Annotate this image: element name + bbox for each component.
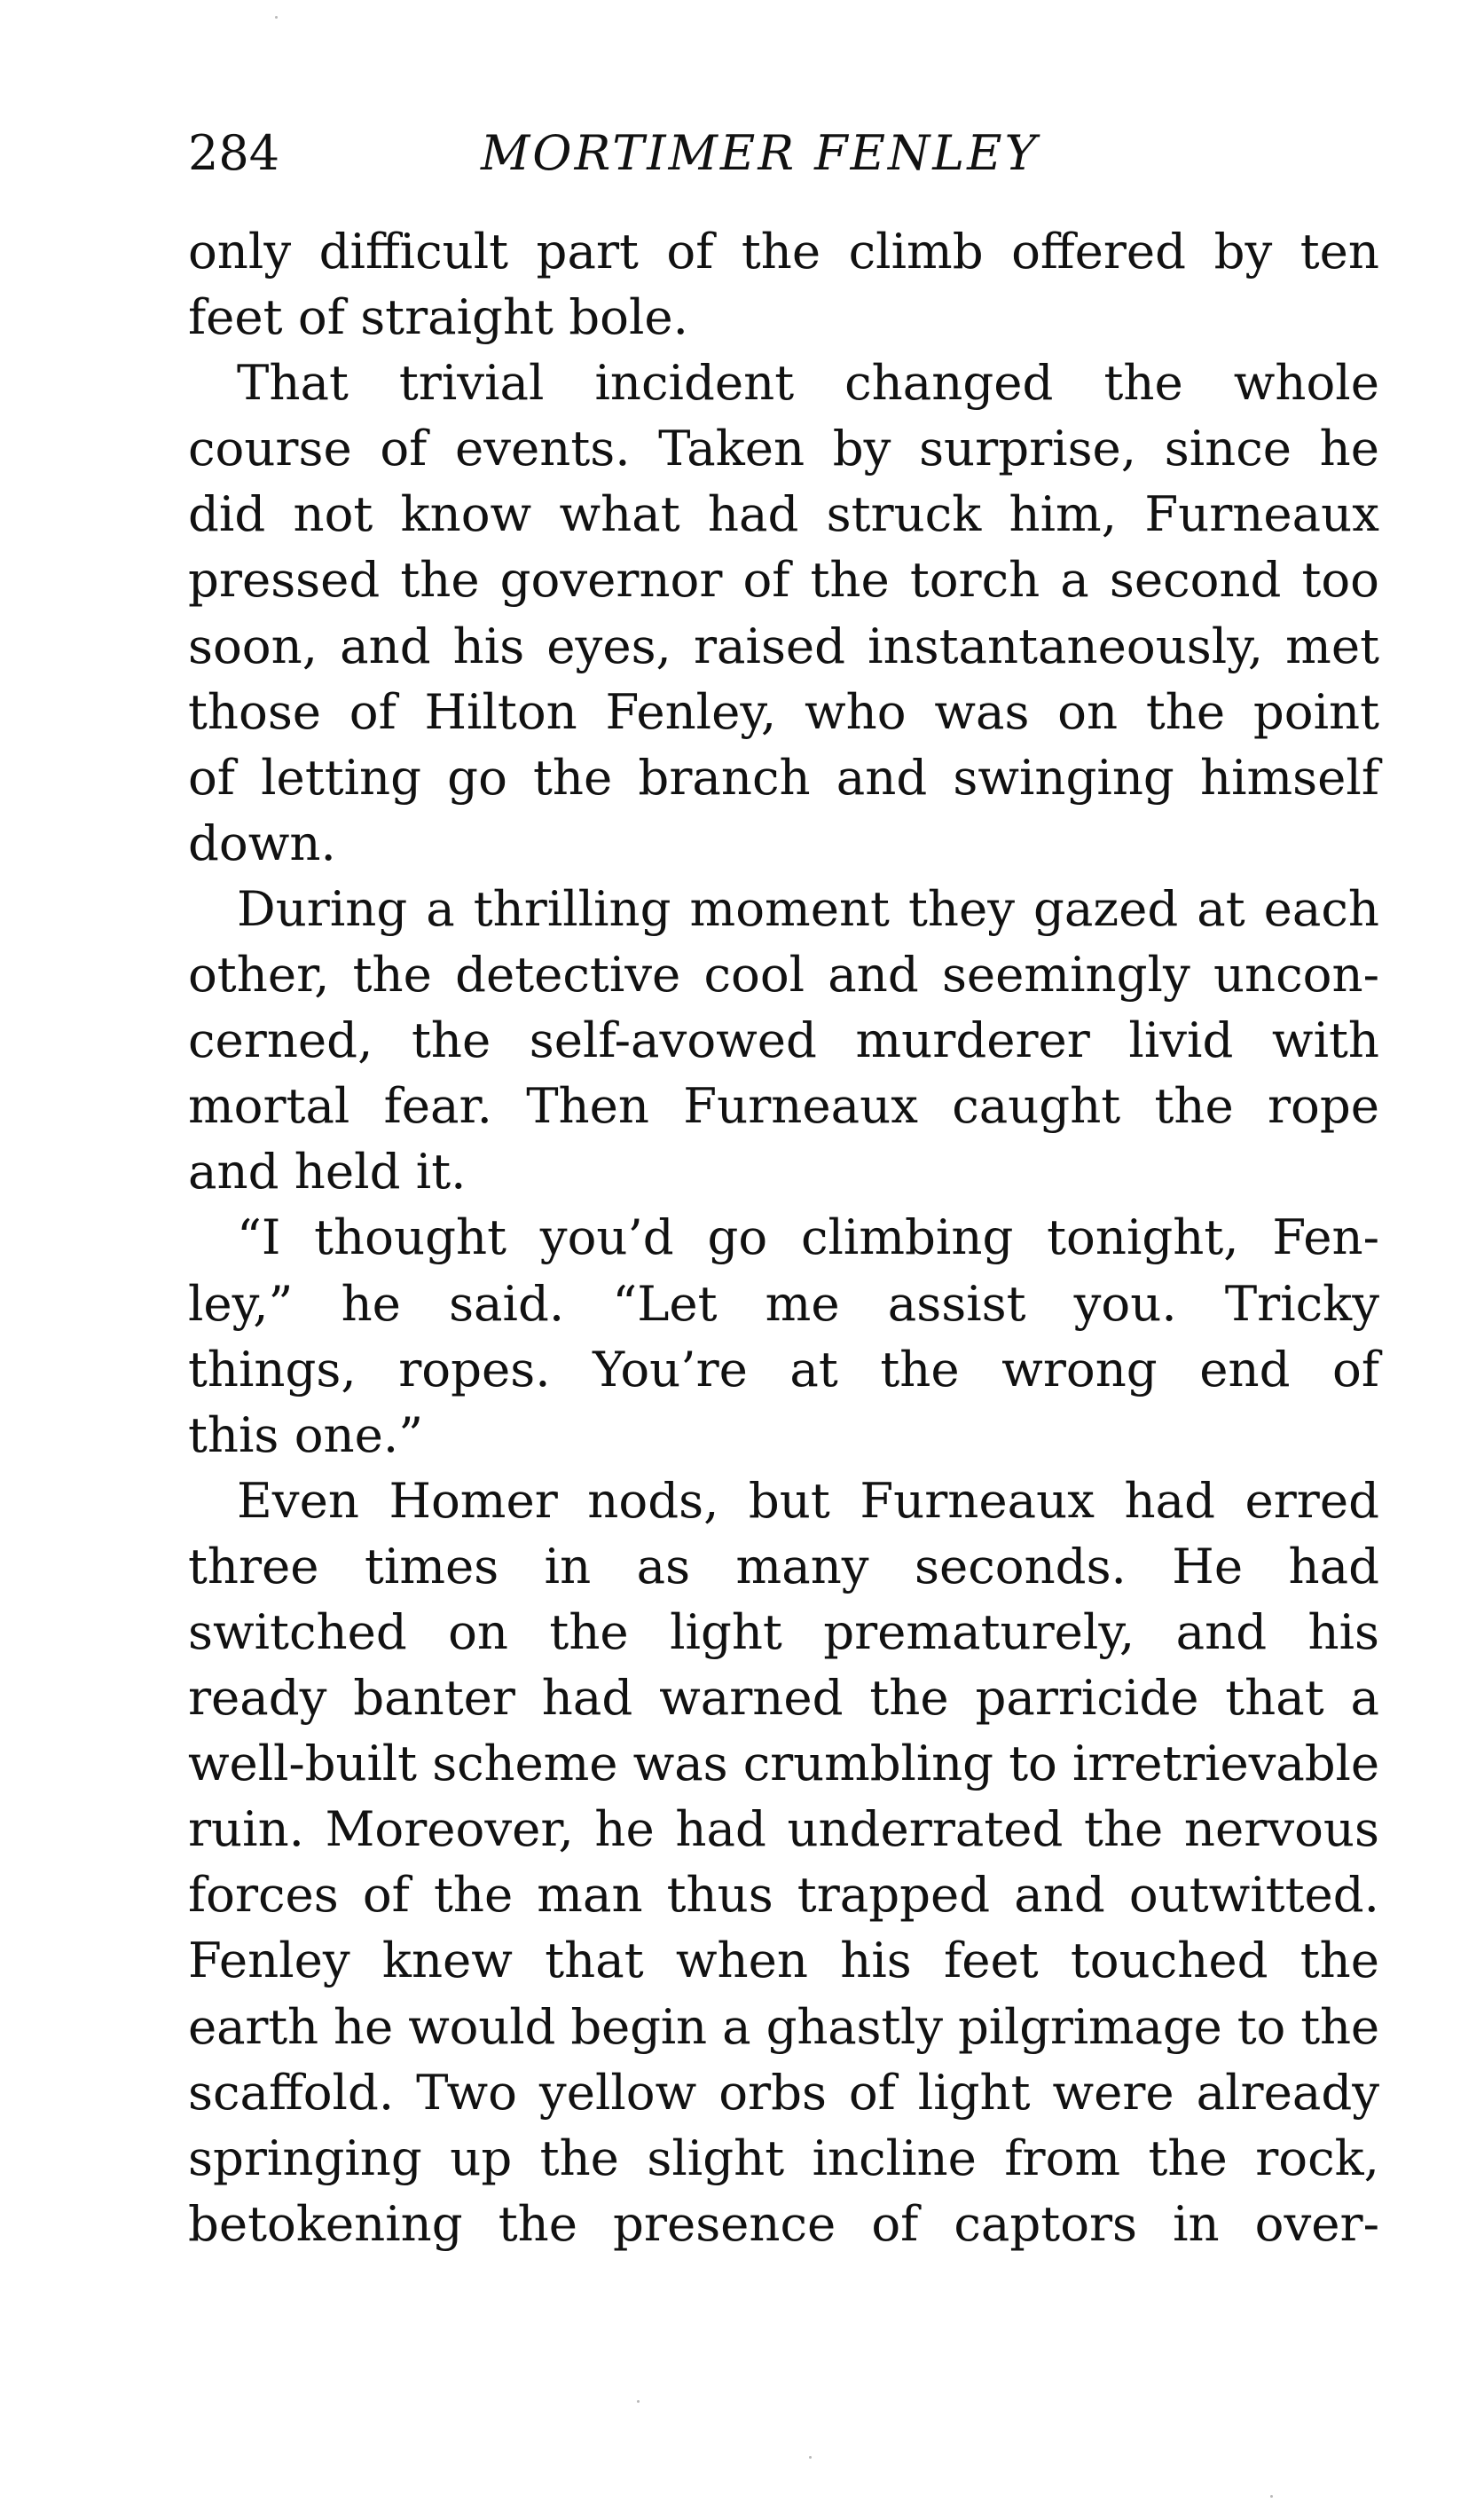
text-line: earth he would begin a ghastly pilgrimage to the — [188, 1997, 1379, 2055]
text-line: and held it. — [188, 1143, 467, 1200]
text-line: Even Homer nods, but Furneaux had erred — [237, 1471, 1379, 1529]
text-line: did not know what had struck him, Furneaux — [188, 485, 1379, 543]
text-line: pressed the governor of the torch a second too — [188, 551, 1379, 609]
text-line: ready banter had warned the parricide that a — [188, 1669, 1379, 1727]
text-line: Fenley knew that when his feet touched the — [188, 1932, 1379, 1989]
text-line: other, the detective cool and seemingly uncon- — [188, 946, 1379, 1004]
text-line: only difficult part of the climb offered by ten — [188, 223, 1379, 279]
text-line: “I thought you’d go climbing tonight, Fen- — [237, 1208, 1379, 1266]
running-head — [188, 120, 1217, 186]
paper-speck — [275, 16, 278, 19]
text-line: mortal fear. Then Furneaux caught the rope — [188, 1077, 1379, 1135]
body-text — [188, 218, 1379, 2256]
text-line: soon, and his eyes, raised instantaneously, met — [188, 617, 1379, 674]
text-line: feet of straight bole. — [188, 288, 688, 346]
text-line: betokening the presence of captors in over- — [188, 2194, 1379, 2252]
text-line: springing up the slight incline from the rock, — [188, 2129, 1379, 2186]
text-line: That trivial incident changed the whole — [237, 354, 1379, 412]
page-number: 284 — [188, 125, 280, 181]
text-line: this one.” — [188, 1405, 424, 1463]
paper-speck — [809, 2456, 812, 2459]
text-line: During a thrilling moment they gazed at each — [237, 879, 1379, 937]
text-line: things, ropes. You’re at the wrong end of — [188, 1340, 1379, 1397]
text-line: ley,” he said. “Let me assist you. Tricky — [188, 1274, 1379, 1332]
text-line: ruin. Moreover, he had underrated the nervous — [188, 1800, 1379, 1858]
text-line: scaffold. Two yellow orbs of light were already — [188, 2063, 1379, 2121]
running-title: MORTIMER FENLEY — [481, 125, 1040, 181]
text-line: well-built scheme was crumbling to irretrievable — [188, 1735, 1379, 1792]
text-line: those of Hilton Fenley, who was on the point — [188, 682, 1379, 740]
text-line: switched on the light prematurely, and his — [188, 1602, 1379, 1660]
paper-speck — [637, 2400, 640, 2403]
paper-speck — [1270, 2495, 1273, 2498]
text-line: course of events. Taken by surprise, since he — [188, 420, 1379, 477]
text-line: of letting go the branch and swinging himself — [188, 748, 1379, 806]
text-line: three times in as many seconds. He had — [188, 1537, 1379, 1594]
text-line: down. — [188, 814, 336, 871]
text-line: forces of the man thus trapped and outwitted. — [188, 1866, 1379, 1924]
text-line: cerned, the self-avowed murderer livid with — [188, 1012, 1379, 1069]
